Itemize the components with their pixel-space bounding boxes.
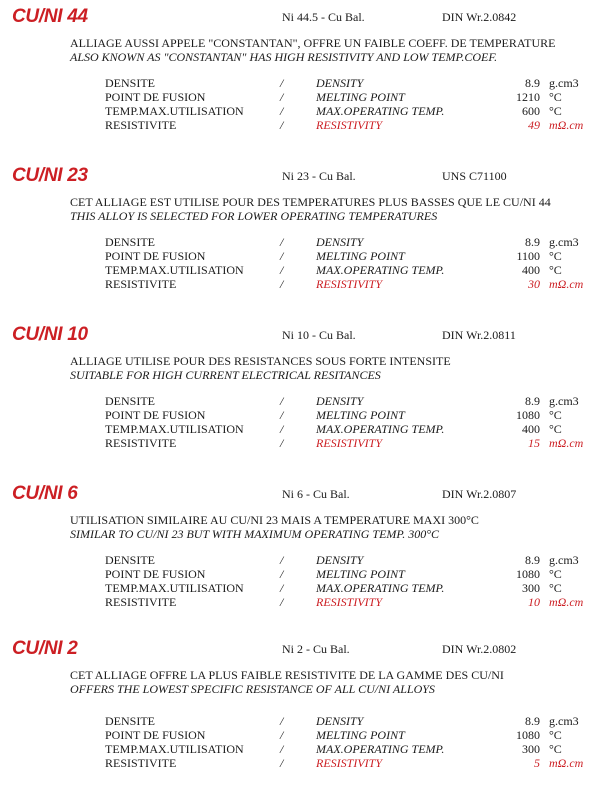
property-name-en: MELTING POINT [316,249,405,263]
property-name-en: MELTING POINT [316,728,405,742]
property-unit: °C [549,408,562,422]
property-name-en: MAX.OPERATING TEMP. [316,742,445,756]
properties-table [0,235,603,291]
property-unit: °C [549,104,562,118]
property-name-en: MAX.OPERATING TEMP. [316,263,445,277]
description-french: ALLIAGE UTILISE POUR DES RESISTANCES SOUS FORTE INTENSITE [70,354,451,368]
property-row [0,422,603,436]
property-separator: / [280,742,284,756]
property-name-fr: RESISTIVITE [105,595,177,609]
property-unit: °C [549,728,562,742]
property-name-en: MAX.OPERATING TEMP. [316,422,445,436]
property-unit: g.cm3 [549,714,579,728]
property-name-fr: DENSITE [105,235,155,249]
property-name-fr: POINT DE FUSION [105,249,206,263]
property-name-en: MELTING POINT [316,90,405,104]
property-unit: mΩ.cm [549,436,584,450]
property-unit: g.cm3 [549,394,579,408]
property-row [0,728,603,742]
property-name-fr: TEMP.MAX.UTILISATION [105,742,244,756]
property-name-en: DENSITY [316,714,364,728]
alloy-composition: Ni 44.5 - Cu Bal. [282,10,365,24]
description-french: CET ALLIAGE OFFRE LA PLUS FAIBLE RESISTIVITE DE LA GAMME DES CU/NI [70,668,504,682]
property-value: 1080 [516,567,540,581]
alloy-standard: DIN Wr.2.0811 [442,328,516,342]
property-name-fr: POINT DE FUSION [105,408,206,422]
property-row [0,714,603,728]
property-name-en: DENSITY [316,553,364,567]
property-row [0,90,603,104]
property-row [0,235,603,249]
property-name-fr: DENSITE [105,394,155,408]
property-unit: g.cm3 [549,235,579,249]
property-name-fr: RESISTIVITE [105,436,177,450]
alloy-section [0,165,603,315]
property-name-en: RESISTIVITY [316,436,382,450]
property-separator: / [280,553,284,567]
property-name-en: MAX.OPERATING TEMP. [316,581,445,595]
alloy-title: CU/NI 44 [12,6,88,27]
property-value: 30 [528,277,540,291]
alloy-title: CU/NI 6 [12,483,78,504]
property-unit: g.cm3 [549,76,579,90]
property-name-fr: DENSITE [105,714,155,728]
alloy-composition: Ni 10 - Cu Bal. [282,328,356,342]
property-value: 8.9 [525,76,540,90]
property-separator: / [280,76,284,90]
property-name-fr: TEMP.MAX.UTILISATION [105,581,244,595]
description-english: SUITABLE FOR HIGH CURRENT ELECTRICAL RESITANCES [70,368,381,382]
description-english: OFFERS THE LOWEST SPECIFIC RESISTANCE OF ALL CU/NI ALLOYS [70,682,435,696]
property-row [0,553,603,567]
property-unit: mΩ.cm [549,277,584,291]
property-value: 1100 [516,249,540,263]
property-row [0,408,603,422]
property-name-en: MELTING POINT [316,567,405,581]
property-name-en: RESISTIVITY [316,595,382,609]
property-separator: / [280,714,284,728]
property-value: 300 [522,581,540,595]
property-row [0,742,603,756]
property-row [0,76,603,90]
property-value: 1080 [516,408,540,422]
property-separator: / [280,104,284,118]
property-separator: / [280,581,284,595]
property-value: 8.9 [525,553,540,567]
property-name-fr: POINT DE FUSION [105,90,206,104]
alloy-composition: Ni 6 - Cu Bal. [282,487,350,501]
alloy-title: CU/NI 2 [12,638,78,659]
property-separator: / [280,436,284,450]
property-name-fr: RESISTIVITE [105,118,177,132]
property-separator: / [280,595,284,609]
alloy-standard: DIN Wr.2.0842 [442,10,517,24]
property-name-fr: DENSITE [105,76,155,90]
alloy-composition: Ni 2 - Cu Bal. [282,642,350,656]
property-separator: / [280,422,284,436]
property-unit: °C [549,422,562,436]
alloy-title: CU/NI 10 [12,324,88,345]
property-unit: °C [549,742,562,756]
property-separator: / [280,235,284,249]
property-row-resistivity [0,756,603,770]
property-value: 1210 [516,90,540,104]
property-name-fr: DENSITE [105,553,155,567]
property-value: 400 [522,422,540,436]
property-name-fr: POINT DE FUSION [105,728,206,742]
property-unit: g.cm3 [549,553,579,567]
description-english: THIS ALLOY IS SELECTED FOR LOWER OPERATING TEMPERATURES [70,209,438,223]
property-value: 5 [534,756,540,770]
property-value: 8.9 [525,714,540,728]
property-unit: °C [549,581,562,595]
property-name-en: DENSITY [316,76,364,90]
property-name-fr: TEMP.MAX.UTILISATION [105,263,244,277]
alloy-section [0,324,603,474]
property-name-en: MAX.OPERATING TEMP. [316,104,445,118]
description-french: UTILISATION SIMILAIRE AU CU/NI 23 MAIS A TEMPERATURE MAXI 300°C [70,513,479,527]
property-name-fr: RESISTIVITE [105,277,177,291]
property-unit: °C [549,567,562,581]
property-separator: / [280,394,284,408]
property-name-en: DENSITY [316,235,364,249]
properties-table [0,76,603,132]
property-separator: / [280,728,284,742]
property-value: 8.9 [525,394,540,408]
property-separator: / [280,90,284,104]
property-value: 15 [528,436,540,450]
property-separator: / [280,567,284,581]
property-row [0,567,603,581]
description-french: CET ALLIAGE EST UTILISE POUR DES TEMPERATURES PLUS BASSES QUE LE CU/NI 44 [70,195,551,209]
alloy-title: CU/NI 23 [12,165,88,186]
property-row-resistivity [0,118,603,132]
property-value: 8.9 [525,235,540,249]
alloy-section [0,483,603,633]
property-unit: mΩ.cm [549,756,584,770]
alloy-section [0,6,603,156]
property-row-resistivity [0,277,603,291]
property-name-fr: POINT DE FUSION [105,567,206,581]
property-value: 300 [522,742,540,756]
properties-table [0,394,603,450]
property-unit: °C [549,249,562,263]
properties-table [0,553,603,609]
property-value: 400 [522,263,540,277]
property-value: 1080 [516,728,540,742]
properties-table [0,714,603,770]
property-name-en: RESISTIVITY [316,118,382,132]
property-unit: °C [549,263,562,277]
property-row-resistivity [0,595,603,609]
description-english: ALSO KNOWN AS "CONSTANTAN" HAS HIGH RESISTIVITY AND LOW TEMP.COEF. [70,50,498,64]
property-unit: mΩ.cm [549,595,584,609]
property-separator: / [280,118,284,132]
property-separator: / [280,756,284,770]
description-english: SIMILAR TO CU/NI 23 BUT WITH MAXIMUM OPERATING TEMP. 300°C [70,527,440,541]
property-name-fr: RESISTIVITE [105,756,177,770]
alloy-standard: DIN Wr.2.0802 [442,642,517,656]
property-separator: / [280,249,284,263]
property-name-en: RESISTIVITY [316,756,382,770]
property-separator: / [280,277,284,291]
property-value: 10 [528,595,540,609]
property-row-resistivity [0,436,603,450]
alloy-composition: Ni 23 - Cu Bal. [282,169,356,183]
property-name-en: MELTING POINT [316,408,405,422]
property-name-fr: TEMP.MAX.UTILISATION [105,104,244,118]
property-value: 49 [528,118,540,132]
property-name-en: DENSITY [316,394,364,408]
property-name-fr: TEMP.MAX.UTILISATION [105,422,244,436]
property-row [0,263,603,277]
property-row [0,581,603,595]
alloy-standard: UNS C71100 [442,169,507,183]
property-separator: / [280,408,284,422]
property-row [0,249,603,263]
property-separator: / [280,263,284,277]
description-french: ALLIAGE AUSSI APPELE "CONSTANTAN", OFFRE UN FAIBLE COEFF. DE TEMPERATURE [70,36,556,50]
alloy-section [0,638,603,788]
alloy-standard: DIN Wr.2.0807 [442,487,517,501]
property-name-en: RESISTIVITY [316,277,382,291]
property-unit: °C [549,90,562,104]
property-row [0,394,603,408]
property-unit: mΩ.cm [549,118,584,132]
property-row [0,104,603,118]
property-value: 600 [522,104,540,118]
